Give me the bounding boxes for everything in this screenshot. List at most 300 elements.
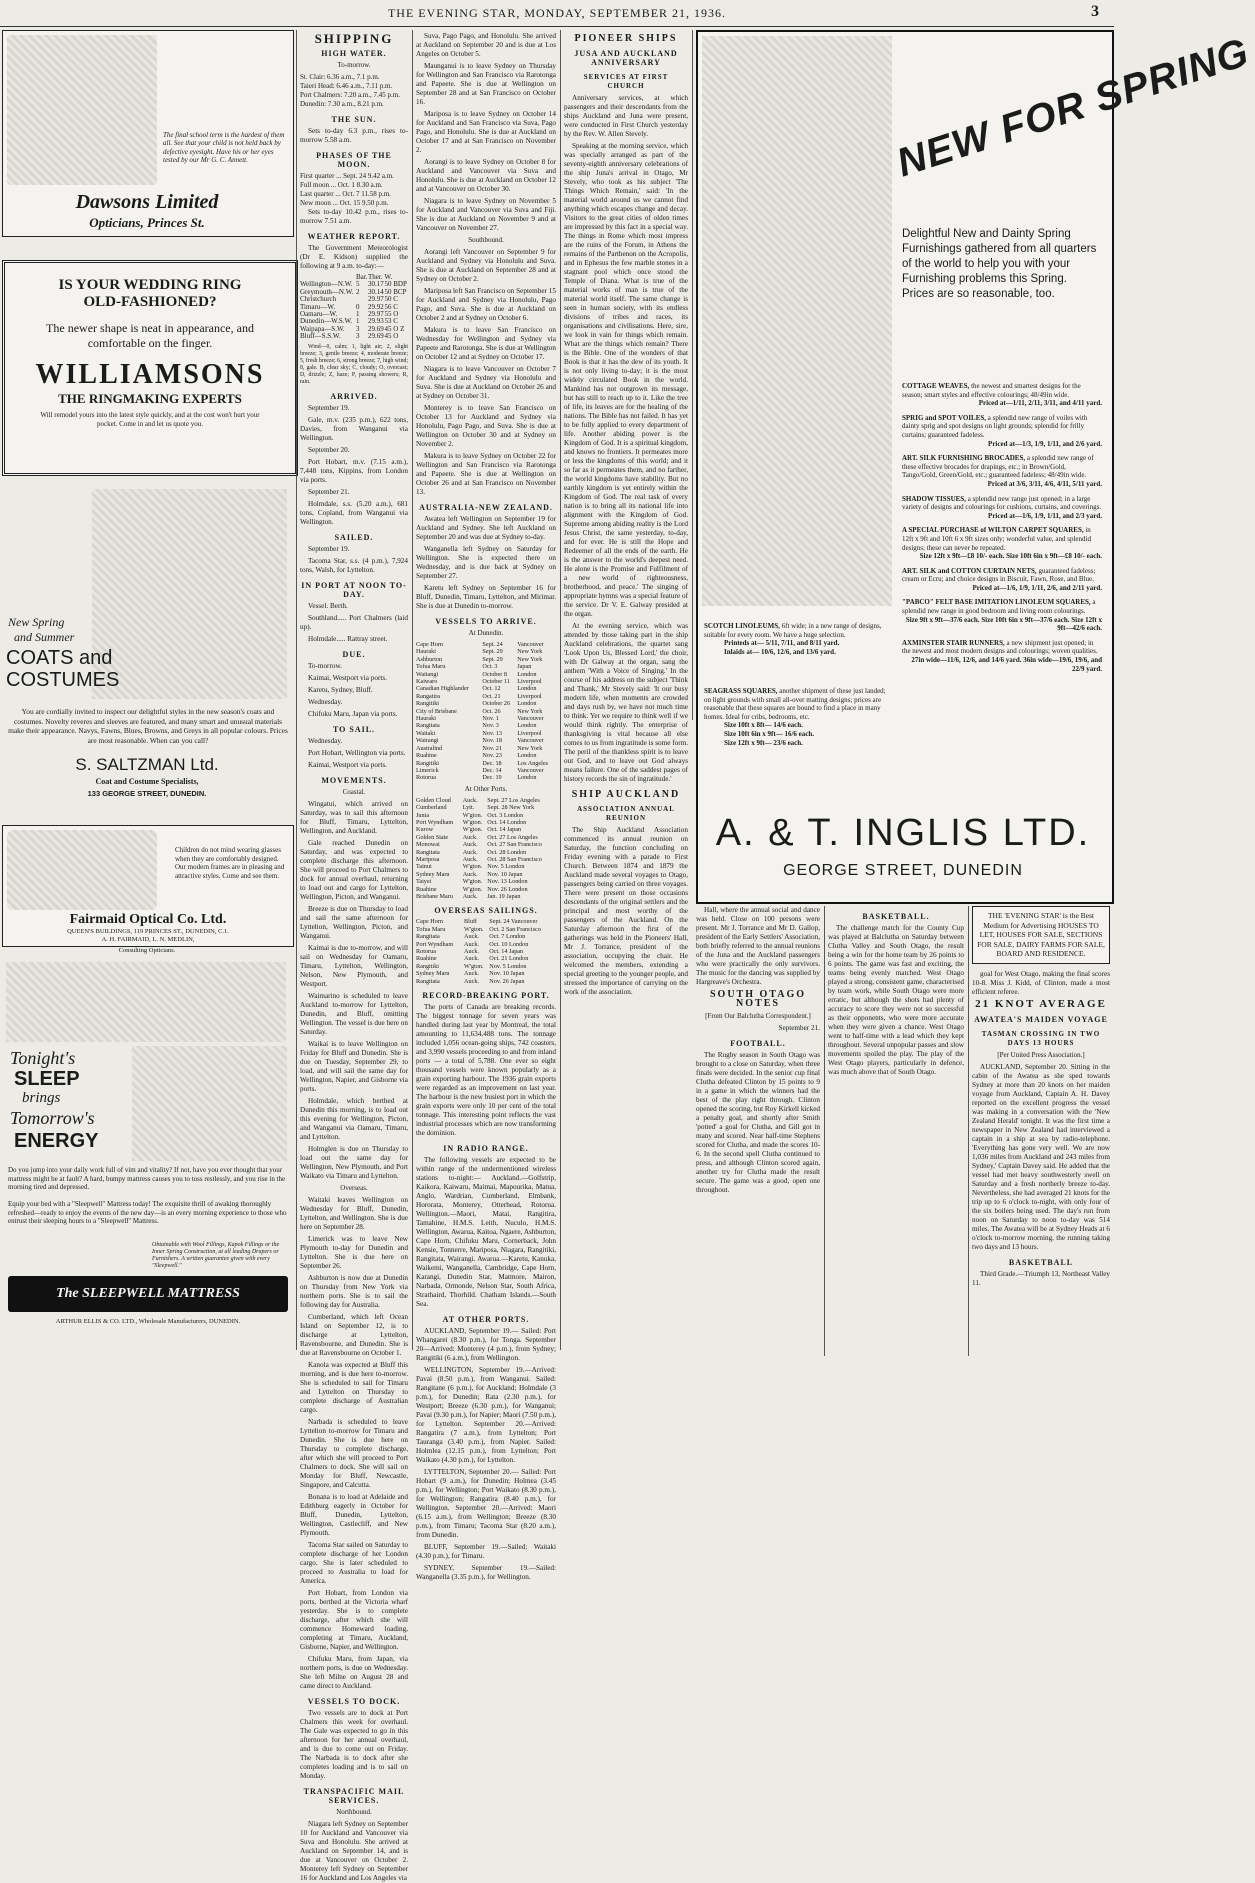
- table-cell: Sept. 29: [482, 648, 503, 656]
- movements-list: [300, 800, 408, 1181]
- furnishing-item-text: a splendid new range of these effective brocades for drapings, etc.; in Brown/Gold, Tango/Gold, Green/Gold, etc.; guaranteed fadeless; 48/49in wide.: [902, 454, 1094, 480]
- arrival-row: [416, 760, 556, 767]
- overseas-sailing-row: [416, 933, 556, 940]
- at-other-ports-heading: AT OTHER PORTS.: [442, 1315, 530, 1325]
- table-cell: W'gton.: [464, 962, 484, 970]
- table-cell: London: [517, 670, 537, 678]
- due-item: Wednesday.: [308, 697, 343, 706]
- table-cell: Waipapa—S.W.: [300, 324, 345, 333]
- port-report-item: LYTTELTON, September 20.— Sailed: Port Hobart (9 a.m.), for Dunedin; Holmea (3.45 p.m.), for Wellington; Port Waikato (8.30 p.m.), for Wellington; Rangatira (8.40 p.m.), for Wellington. September 20.—Arrived: Maori (6.15 a.m.), from Wellington; Breeze (8.30 p.m.), from Timaru; Tacoma Star (8.20 a.m.), from Dunedin.: [416, 1468, 556, 1540]
- lino-head: SCOTCH LINOLEUMS,: [704, 622, 780, 630]
- table-cell: Los Angeles: [517, 759, 548, 767]
- table-cell: 45 O Z: [384, 324, 405, 333]
- table-cell: W'gton.: [462, 811, 483, 819]
- other-ports-label: At Other Ports.: [464, 784, 508, 793]
- other-port-row: [416, 841, 556, 848]
- pioneer-paragraph: At the evening service, which was attended by those taking part in the ship Auckland celebrations, the quartet sang 'Look Upon Us, Blessed Lord,' the choir, with Dr Galway at the organ, sang the anthem 'With a Voice of Singing.' In the course of his address on the subject 'Think and Thank,' Mr Stevely said: 'It our busy modern life, when moments are crowded and days rush by, we have not much time to think. Yet we require to think well if we would think rightly. The enterprise of thanksgiving is vital because all else comes to us from ingratitude is some form. The peril of the thankless spirit is to leave out God, and to leave out God always means failure. One of the saddest pages of history records the sin of ingratitude.': [564, 622, 688, 783]
- table-cell: Sept. 24 Vancouver: [489, 918, 538, 926]
- table-cell: Tainui: [416, 863, 432, 871]
- movements-heading: MOVEMENTS.: [321, 775, 387, 785]
- table-cell: Oct. 3: [482, 663, 498, 671]
- williamsons-ad: [2, 260, 298, 476]
- table-cell: 50 BCP: [384, 287, 407, 296]
- furnishing-item-head: SPRIG and SPOT VOILES,: [902, 413, 988, 422]
- furnishing-item-text: a splendid new range just opened; in a large variety of designs and colourings for cushions, curtains, and coverings.: [902, 494, 1102, 512]
- port-heading: IN PORT AT NOON TO-DAY.: [301, 580, 407, 599]
- transpacific-heading: TRANSPACIFIC MAIL SERVICES.: [303, 1786, 405, 1805]
- table-cell: London: [517, 774, 537, 782]
- sun-text: Sets to-day 6.3 p.m., rises to-morrow 5.58 a.m.: [300, 127, 408, 144]
- table-cell: Auck.: [462, 855, 478, 863]
- table-cell: Sydney Maru: [416, 870, 450, 878]
- other-port-row: [416, 849, 556, 856]
- classifieds-text: THE 'EVENING STAR' is the Best Medium for Advertising HOUSES TO LET, HOUSES FOR SALE, SECTIONS FOR SALE, DAIRY FARMS FOR SALE, BOARD AND RESIDENCE.: [977, 911, 1105, 958]
- sleepwell-l2: SLEEP: [14, 1068, 80, 1090]
- table-cell: Taiyei: [416, 878, 432, 886]
- arrival-row: [416, 730, 556, 737]
- williamsons-brand: WILLIAMSONS: [35, 359, 265, 390]
- other-port-row: [416, 797, 556, 804]
- southbound-item: Aorangi left Vancouver on September 9 for Auckland and Sydney via Honolulu and Suva. She is due at Auckland on September 28 and at Sydney on October 2.: [416, 248, 556, 283]
- northbound-label: Northbound.: [336, 1807, 372, 1816]
- table-cell: Rangitiki: [416, 700, 440, 708]
- overseas-sailing-row: [416, 948, 556, 955]
- furnishing-item-text: a splendid new range in good bedroom and living room colourings.: [902, 598, 1096, 616]
- overseas-item: Kanola was expected at Bluff this morning, and is due here to-morrow. She is scheduled to sail for Timaru and Lyttelton on Thursday to complete discharge of Australian cargo.: [300, 1360, 408, 1414]
- page-number: 3: [1091, 3, 1100, 20]
- arrival-row: [416, 648, 556, 655]
- table-cell: 29.97: [368, 295, 384, 304]
- south-otago-heading: SOUTH OTAGO NOTES: [710, 989, 806, 1009]
- furnishing-item-head: AXMINSTER STAIR RUNNERS,: [902, 638, 1007, 647]
- table-cell: Australind: [416, 744, 443, 752]
- table-cell: Kurow: [416, 826, 434, 834]
- fairmaid-role: Consulting Opticians.: [118, 947, 176, 954]
- basketball-text: The challenge match for the County Cup was played at Balclutha on Saturday between Clutha Valley and South Otago, the result being a win for the home team by 26 points to 6 points. The game was fast and exciting, the teams being evenly matched. West Otago played a strong, consistent game, characterised by team work, while South Otago were more erratic, but although the shots had plenty of accuracy to score they were not so successful as their opponents, who were more accurate when they were given a chance. West Otago went to half-time with a lead which they kept throughout. Several unpopular passes and slow movements spoiled the play. The play of the West Otago players, particularly in defence, was much above that of South Otago.: [828, 924, 964, 1076]
- furnishing-item: [902, 639, 1102, 673]
- table-cell: Sydney Maru: [416, 970, 450, 978]
- overseas-sailing-row: [416, 978, 556, 985]
- arrival-row: [416, 678, 556, 685]
- table-cell: Dunedin—W.S.W.: [300, 317, 353, 326]
- table-cell: Rotorua: [416, 774, 436, 782]
- seagrass-price-3: Size 12ft x 9ft— 23/6 each.: [724, 738, 803, 747]
- port-item: Vessel. Berth.: [308, 601, 348, 610]
- table-cell: Auck.: [464, 955, 479, 963]
- furnishing-item: [902, 495, 1102, 521]
- fairmaid-brand: Fairmaid Optical Co. Ltd.: [69, 912, 227, 927]
- furnishing-item-head: COTTAGE WEAVES,: [902, 382, 972, 390]
- aus-nz-list: [416, 515, 556, 611]
- saltzman-addr: 133 GEORGE STREET, DUNEDIN.: [87, 789, 207, 798]
- dock-text: Two vessels are to dock at Port Chalmers this week for overhaul. The Gale was expected to go in this afternoon for her annual overhaul, and is due to come out on Friday. The Narbada is to dock after she completes loading and is to sail on Monday.: [300, 1708, 408, 1780]
- lino-price-1: Printeds at— 5/11, 7/11, and 8/11 yard.: [724, 639, 840, 648]
- table-cell: Sept. 29: [482, 655, 503, 663]
- transpacific-item: Mariposa is to leave Sydney on October 14 for Auckland and San Francisco via Suva, Pago Pago, and Honolulu. She is due at Auckland on October 17 and at San Francisco on November 2.: [416, 110, 556, 154]
- williamsons-body: The newer shape is neat in appearance, and comfortable on the finger.: [46, 321, 254, 350]
- football-text: The Rugby season in South Otago was brought to a close on Saturday, when three finals were decided. In the senior cup final Clutha defeated Clinton by 15 points to 9 in a game in which the winners had the best of the play right through. Clinton opened the scoring, but Roy Kirkell kicked a penalty goal, and shortly after Smith 'potted' a goal for Clutha, and Gill got in many and scored. Near half-time Stephens scored for Clutha, and made the scores 10-6. In the second spell Clutha continued to press, and although Clinton scored again, another try for Clutha made the result secure. The game was a good, open one throughout.: [696, 1051, 820, 1194]
- overseas-list: [300, 1196, 408, 1691]
- table-cell: Auck.: [462, 833, 478, 841]
- seagrass-head: SEAGRASS SQUARES,: [704, 687, 778, 695]
- radio-heading: IN RADIO RANGE.: [443, 1144, 529, 1154]
- ship-auckland-heading: SHIP AUCKLAND: [571, 789, 681, 800]
- tide-row: Taieri Head: 6.46 a.m., 7.11 p.m.: [300, 82, 393, 90]
- table-cell: City of Brisbane: [416, 707, 457, 715]
- table-cell: Auck.: [462, 841, 478, 849]
- weather-heading: WEATHER REPORT.: [307, 232, 401, 241]
- children-glasses-illustration: [7, 830, 157, 910]
- aus-nz-item: Awatea left Wellington on September 19 for Auckland and Sydney. She left Auckland on September 20 and was due at Sydney to-day.: [416, 515, 556, 541]
- table-cell: Port Wyndham: [416, 940, 454, 948]
- table-cell: Rangitata: [416, 848, 440, 856]
- transpacific-text: Niagara left Sydney on September 10 for Auckland and Vancouver via Suva and Honolulu. She arrived at Auckland on September 14, and is due at Vancouver on October 2. Monterey left Sydney on September 16 for Auckland and Los Angeles via: [300, 1819, 408, 1882]
- furnishing-item-price: Size 9ft x 9ft—37/6 each. Size 10ft 6in x 9ft—37/6 each. Size 12ft x 9ft—42/6 each.: [905, 615, 1102, 633]
- furnishing-item-text: guaranteed fadeless; cream or Ecru; and choice designs in Biscuit, Fawn, Rose, and Blue.: [902, 566, 1096, 584]
- movement-item: Breeze is due on Thursday to load and sail the same afternoon for Lyttelton, Wellington, Picton, and Wanganui.: [300, 904, 408, 940]
- pioneer-subheading: JUSA AND AUCKLAND ANNIVERSARY: [574, 49, 678, 67]
- seagrass-price-1: Size 10ft x 8ft— 14/6 each.: [724, 721, 803, 730]
- arrived-item: Port Hobart, m.v. (7.15 a.m.), 7,448 tons, Kippins, from London via ports.: [300, 457, 408, 484]
- arrival-row: [416, 715, 556, 722]
- moon-row: Full moon ... Oct. 1 8.30 a.m.: [300, 181, 383, 189]
- due-item: Kaimai, Westport via ports.: [308, 673, 387, 682]
- pioneer-subheading-2: SERVICES AT FIRST CHURCH: [583, 73, 669, 90]
- table-cell: Rangitata: [416, 722, 440, 730]
- table-cell: New York: [517, 707, 543, 715]
- due-list: [300, 662, 408, 719]
- overseas-sailing-row: [416, 941, 556, 948]
- arrived-item: September 20.: [308, 445, 350, 454]
- furnishing-item-head: ART. SILK FURNISHING BROCADES,: [902, 454, 1027, 463]
- table-cell: Waitaki: [416, 729, 436, 737]
- table-cell: Vancouver: [517, 641, 544, 648]
- dawsons-brand: Dawsons Limited: [75, 191, 219, 213]
- table-cell: October 8: [482, 670, 507, 678]
- sail-heading: TO SAIL.: [332, 724, 376, 734]
- table-cell: Canadian Highlander: [416, 685, 469, 693]
- williamsons-q2: OLD-FASHIONED?: [83, 294, 217, 310]
- table-cell: Ashburton: [416, 655, 443, 663]
- table-cell: Vancouver: [517, 715, 544, 723]
- table-cell: Greymouth—N.W.: [300, 287, 354, 296]
- seagrass-text: another shipment of these just landed; on light grounds with small all-over matting designs; prices are reasonable that these squares are bound to find a place in many homes. Ideal for cribs, bedrooms, etc.: [704, 687, 886, 721]
- port-report-item: BLUFF, September 19.—Sailed: Waitaki (4.30 p.m.), for Timaru.: [416, 1543, 556, 1561]
- table-cell: Auck.: [464, 970, 479, 978]
- curtained-room-illustration: [702, 36, 892, 606]
- knot-source: [Per United Press Association.]: [997, 1050, 1085, 1059]
- due-item: To-morrow.: [308, 661, 342, 670]
- furnishing-item: [902, 414, 1102, 448]
- overseas-sailing-row: [416, 918, 556, 925]
- dawsons-ad: [2, 30, 294, 237]
- arrival-row: [416, 693, 556, 700]
- furnishing-item-head: ART. SILK and COTTON CURTAIN NETS,: [902, 566, 1039, 575]
- table-cell: Limerick: [416, 766, 439, 774]
- sail-item: Port Hobart, Wellington via ports.: [308, 748, 406, 757]
- sleepwell-brand: The SLEEPWELL MATTRESS: [56, 1286, 240, 1301]
- table-cell: Nov. 26 Japan: [489, 977, 525, 985]
- at-dunedin-label: At Dunedin.: [468, 629, 504, 637]
- transpacific-item: Maunganui is to leave Sydney on Thursday for Wellington and San Francisco via Rarotonga and Papeete. She is due at Wellington on September 28 and at San Francisco on October 16.: [416, 62, 556, 106]
- pioneer-article: [564, 94, 688, 784]
- sixth-column: [972, 906, 1110, 1356]
- arrival-row: [416, 737, 556, 744]
- moon-row: First quarter ... Sept. 24 9.42 a.m.: [300, 172, 394, 180]
- table-cell: Cape Horn: [416, 918, 443, 926]
- sleepwell-l5: ENERGY: [14, 1130, 99, 1152]
- table-cell: 55 O: [384, 310, 399, 319]
- table-cell: Rotorua: [416, 948, 436, 956]
- table-cell: 0: [355, 302, 360, 311]
- table-cell: October 11: [482, 678, 510, 686]
- arrival-row: [416, 663, 556, 670]
- inglis-banner: [848, 0, 1255, 186]
- table-cell: Dec. 14: [482, 766, 502, 774]
- table-cell: Dec. 18: [482, 759, 502, 767]
- table-cell: 3: [355, 332, 360, 341]
- furnishing-item: [902, 567, 1102, 593]
- port-list: [300, 602, 408, 644]
- table-cell: Sept. 28 New York: [487, 804, 535, 812]
- table-cell: Oct. 28 San Francisco: [487, 855, 542, 863]
- sail-list: [300, 737, 408, 770]
- other-port-row: [416, 878, 556, 885]
- shipping-continued-column: [416, 32, 556, 1582]
- football-heading: FOOTBALL.: [730, 1039, 786, 1048]
- inglis-items: [902, 382, 1102, 679]
- table-cell: London: [517, 752, 537, 760]
- overseas-sailing-row: [416, 970, 556, 977]
- movement-item: Kaimai is due to-morrow, and will sail on Wednesday for Oamaru, Timaru, Lyttelton, Wellington, Nelson, New Plymouth, and Westport.: [300, 943, 408, 988]
- arrival-row: [416, 671, 556, 678]
- basketball-2-text: Third Grade.—Triumph 13, Northeast Valley 11.: [972, 1269, 1110, 1287]
- fifth-column: [828, 906, 964, 1356]
- inglis-addr: GEORGE STREET, DUNEDIN: [783, 862, 1023, 879]
- table-cell: Oct. 14 London: [487, 818, 527, 826]
- table-cell: Oct. 28 London: [487, 848, 527, 856]
- table-cell: Liverpool: [517, 729, 542, 737]
- movement-item: Waimarino is scheduled to leave Auckland to-morrow for Lyttelton, Dunedin, and Bluff, omitting Wellington. The vessel is due here on Saturday.: [300, 991, 408, 1036]
- knot-subheading-2: TASMAN CROSSING IN TWO DAYS 13 HOURS: [981, 1029, 1101, 1047]
- dock-heading: VESSELS TO DOCK.: [307, 1696, 401, 1706]
- goal-text: goal for West Otago, making the final scores 10-8. Miss J. Kidd, of Clinton, made a most efficient referee.: [972, 969, 1110, 996]
- arrived-list: [300, 404, 408, 527]
- lino-price-2: Inlaids at— 10/6, 12/6, and 13/6 yard.: [724, 647, 836, 656]
- weather-intro: The Government Meteorologist (Dr E. Kidson) supplied the following at 9 a.m. to-day:—: [300, 244, 408, 270]
- table-cell: 50 BDP: [384, 280, 407, 289]
- table-cell: Oct. 7 London: [489, 933, 526, 941]
- fairmaid-addr: QUEEN'S BUILDINGS, 119 PRINCES ST., DUNEDIN, C.1.: [67, 928, 229, 935]
- other-port-row: [416, 886, 556, 893]
- transpacific-item: Aorangi is to leave Sydney on October 8 for Auckland and Vancouver via Suva and Honolulu. She is due at Auckland on October 12 and at Vancouver on October 30.: [416, 158, 556, 193]
- furnishing-item-price: 27in wide—11/6, 12/6, and 14/6 yard. 36in wide—19/6, 19/6, and 22/9 yard.: [911, 656, 1102, 673]
- table-cell: Oct. 14 Japan: [487, 826, 522, 834]
- fairmaid-names: A. H. FAIRMAID, L. N. MEDLIN,: [101, 936, 195, 943]
- table-cell: Rangitiki: [416, 759, 440, 767]
- williamsons-note: Will remodel yours into the latest style quickly, and at the cost won't hurt your pocket. Come in and let us quote you.: [40, 411, 260, 428]
- furnishing-item-text: a new shipment just opened; in the newest and most modern designs and colourings; woven qualities.: [902, 638, 1098, 656]
- table-cell: Nov. 10 Japan: [489, 970, 525, 978]
- table-cell: W'gton.: [464, 925, 484, 933]
- sleeping-woman-illustration: [6, 962, 286, 1042]
- southbound-list: [416, 248, 556, 497]
- table-cell: Golden Cloud: [416, 796, 451, 804]
- furnishing-item-text: in 12ft x 9ft and 10ft 6 x 9ft sizes only; wonderful value, and splendid designs; these can never be repeated.: [902, 526, 1091, 552]
- table-cell: Oct. 21: [482, 692, 501, 700]
- table-cell: Ruahine: [416, 752, 437, 760]
- radio-text: The following vessels are expected to be within range of the undermentioned wireless stations to-night:— Auckland.—Golfstrip, Kaikora, Kaiwaru, Maimai, Mapourika, Matua, Anglo, Wardrian, Cumberland, Elmbank, Hororata, Monterey, Otterhead, Rotorua. Wellington.—Maori, Matai, Rangitira, Tamahine, H.M.S. Leith, Nuculo, H.M.S. Wellington, Awarua, Kaitoa, Ngaere, Ashburton, Cape Horn, Chifuku Maru, Cornerback, John Kensie, Tonnerre, Mariposa, Niagara, Rangitiki, Rangitata, Wairangi. Awarua.—Karetu, Kanuka, Waikemi, Wanganella, Cambridge, Cape Horn, Karangi, Dunedin Star, Matmore, Mairon, Narbada, Ormonde, Nelson Star, South Africa, Strathaird, Thorhild. Chatham Islands.—South Sea.: [416, 1156, 556, 1309]
- table-cell: Auck.: [464, 977, 479, 985]
- overseas-sailing-row: [416, 963, 556, 970]
- table-cell: Wellington—N.W.: [300, 280, 353, 289]
- table-cell: Hauraki: [416, 715, 436, 723]
- pioneer-paragraph: Anniversary services, at which passengers and their descendants from the ships Auckland and Juna were present, were conducted in First Church yesterday by the Rev. W. Allen Stevely.: [564, 94, 688, 138]
- dawsons-caption: The final school term is the hardest of them all. See that your child is not held back by defective eyesight. Have his or her eyes tested by our Mr G. C. Annett.: [163, 131, 285, 165]
- overseas-item: Tacoma Star sailed on Saturday to complete discharge of her London cargo. She is later scheduled to proceed to Australia to load for America.: [300, 1540, 408, 1585]
- arrived-heading: ARRIVED.: [330, 391, 378, 401]
- saltzman-brand: S. SALTZMAN Ltd.: [75, 755, 219, 774]
- table-cell: Timaru—W.: [300, 302, 336, 311]
- port-report-item: SYDNEY, September 19.—Sailed: Wanganella (3.35 p.m.), for Wellington.: [416, 1564, 556, 1582]
- table-cell: Auck.: [462, 870, 478, 878]
- sleepwell-mattress-banner: [8, 1276, 288, 1312]
- furnishing-item-head: SHADOW TISSUES,: [902, 494, 968, 503]
- southbound-item: Monterey is to leave San Francisco on October 13 for Auckland and Sydney via Honolulu, Pago Pago, and Suva. She is due at Wellington on October 30 and at Sydney on November 2.: [416, 404, 556, 448]
- table-cell: Nov. 10 Japan: [487, 870, 523, 878]
- table-cell: 45 O: [384, 332, 399, 341]
- furnishing-item-price: Priced at—1/6, 1/9, 1/11, 2/6, and 2/11 yard.: [972, 583, 1102, 592]
- table-cell: Nov. 13 London: [487, 878, 528, 886]
- table-cell: 29.69: [368, 332, 384, 341]
- table-cell: Rangitiki: [416, 962, 440, 970]
- movement-item: Gale reached Dunedin on Saturday, and was expected to complete discharge this afternoon. She will proceed to Port Chalmers to dock for annual overhaul, returning to load out and cargo for Lyttelton, Wellington, Picton, and Wanganui.: [300, 838, 408, 901]
- arrived-item: Holmdale, s.s. (5.20 a.m.), 681 tons, Copland, from Wanganui via Wellington.: [300, 499, 408, 526]
- table-cell: Bluff: [464, 918, 477, 926]
- arrived-item: Gale, m.v. (235 p.m.), 622 tons, Davies, from Wanganui via Wellington.: [300, 415, 408, 442]
- pioneer-heading: PIONEER SHIPS: [574, 33, 678, 44]
- table-cell: Oct. 27 Los Angeles: [487, 833, 538, 841]
- port-item: Holmdale..... Rattray street.: [308, 634, 388, 643]
- inglis-banner-text: NEW FOR SPRING: [891, 30, 1255, 186]
- saltzman-sub: Coat and Costume Specialists,: [95, 777, 199, 786]
- movement-item: Wingatui, which arrived on Saturday, was to sail this afternoon for Bluff, Timaru, Lyttelton, Wellington, and Auckland.: [300, 799, 408, 835]
- arrival-row: [416, 752, 556, 759]
- sleepwell-l1: Tonight's: [10, 1048, 76, 1068]
- table-cell: Rangatira: [416, 692, 441, 700]
- table-cell: Nov. 23: [482, 752, 502, 760]
- table-cell: London: [517, 685, 537, 693]
- table-cell: 29.93: [368, 317, 384, 326]
- fourth-column: [696, 906, 820, 1356]
- ship-auckland-subheading: ASSOCIATION ANNUAL REUNION: [577, 805, 675, 822]
- arrival-row: [416, 767, 556, 774]
- arrival-row: [416, 700, 556, 707]
- classifieds-box: [972, 906, 1110, 964]
- overseas-sailings-table: [416, 918, 556, 985]
- table-cell: Nov. 13: [482, 729, 502, 737]
- pioneer-paragraph: Speaking at the morning service, which was specially arranged as part of the seventy-eighth anniversary celebrations of the ship Juna's arrival in Otago, Mr Stevely, who took as his subject 'The Things Which Remain,' said: 'In the material world around us we cannot find anything which escapes change and decay. Visitors to the great cities of olden times are impressed by this fact in a special way. The things in Rome which most impress are the ruins of the Forum, in Athens the remains of the Parthenon on the Acropolis, and in Ephesus the few marble stones in a stagnant pool which once stood the Temple of Diana. What is true of the material works of man is true of the material world itself. The same change is seen in human society, with its endless divisions of tribes and races, its organisations and civilisations. Here, sire, we look in vain for things which remain. What are the things which remain? There is the Bible. One of the wonders of that Book is that it has the dew of its youth. It is not only living to-day; it is the most widely circulated Book in the world. Mankind has not outgrown its message, but has still to reach up to it. Like the tree of life, its leaves are for the healing of the nations. The Bible has not failed. It has yet to be fully applied to every department of life. Another abiding power is the Kingdom of God. It is a spiritual kingdom, and knows no frontiers. It permeates more or less the kingdoms of this world; and it so far as it permeates them, and no farther, the world kingdoms have stability. But no earthly kingdom is yet entirely within the Kingdom of God. The real task of every nation is to bring all its national life into alignment with the Kingdom of God. Supreme among abiding reality is the Lord Jesus Christ, the same yesterday, to-day, and for ever. He is still the Hope and Redeemer of all the ends of the earth. He is the answer to the world's deepest need. He alone is the Promise and Fulfilment of a new world of righteousness, brotherhood, and peace.' The singing of appropriate hymns was a special feature of the service. Dr V. E. Galway presided at the organ.: [564, 142, 688, 618]
- furnishing-item-text: the newest and smartest designs for the season; smart styles and effective colourings; 48/49in wide.: [902, 382, 1081, 399]
- other-port-row: [416, 819, 556, 826]
- south-otago-source: [From Our Balclutha Correspondent.]: [705, 1012, 811, 1020]
- inglis-ad: [696, 30, 1255, 904]
- table-cell: 2: [355, 287, 360, 296]
- furnishing-item: [902, 454, 1102, 488]
- transpacific-item: Niagara is to leave Sydney on November 5 for Auckland and Vancouver via Suva and Fiji. She is due at Auckland on November 9 and at Vancouver on November 27.: [416, 197, 556, 232]
- table-cell: Oct. 21 London: [489, 955, 529, 963]
- table-cell: Tofua Maru: [416, 925, 446, 933]
- port-report-item: AUCKLAND, September 19.— Sailed: Port Whangarei (8.30 p.m.), for Tonga. September 20—Arrived: Monterey (4 p.m.), from Sydney; Rangitiki (6 a.m.), from Wellington.: [416, 1327, 556, 1363]
- coastal-label: Coastal.: [342, 787, 366, 796]
- table-cell: Oamaru—W.: [300, 310, 338, 319]
- table-cell: Sept. 27 Los Angeles: [487, 796, 540, 804]
- furnishing-item: [902, 598, 1102, 632]
- arrival-row: [416, 722, 556, 729]
- table-cell: London: [517, 700, 537, 708]
- shipping-column: [300, 31, 408, 1882]
- table-cell: Sept. 24: [482, 641, 503, 648]
- arrived-item: September 19.: [308, 403, 350, 412]
- table-cell: Oct. 14 Japan: [489, 948, 524, 956]
- table-cell: Oct. 27 San Francisco: [487, 841, 542, 849]
- table-cell: Auck.: [464, 940, 479, 948]
- table-cell: 30.17: [368, 280, 384, 289]
- furnishing-item: [902, 382, 1102, 408]
- sailed-item: September 19.: [308, 544, 350, 553]
- sailed-heading: SAILED.: [334, 532, 374, 542]
- due-item: Karetu, Sydney, Bluff.: [308, 685, 373, 694]
- sleepwell-inset: Obtainable with Wool Fillings, Kapok Fillings or the Inner Spring Construction, at all leading Drapers or Furnishers. A written guarantee given with every "Sleepwell.": [152, 1242, 280, 1269]
- arrived-item: September 21.: [308, 487, 350, 496]
- table-cell: New York: [517, 655, 543, 663]
- tide-row: Dunedin: 7.30 a.m., 8.21 p.m.: [300, 100, 384, 108]
- overseas-item: Port Hobart, from London via ports, berthed at the Victoria wharf yesterday. She is to complete discharge, after which she will commence Homeward loading, completing at Timaru, Auckland, Gisborne, Napier, and Wellington.: [300, 1588, 408, 1651]
- table-cell: Wairangi: [416, 737, 439, 745]
- other-port-row: [416, 834, 556, 841]
- due-heading: DUE.: [342, 649, 366, 659]
- southbound-item: Makura is to leave San Francisco on Wednesday for Wellington and Sydney via Papeete and Rarotonga. She is due at Wellington on October 12 and at Sydney on October 17.: [416, 326, 556, 361]
- table-cell: W'gton.: [462, 878, 483, 886]
- table-cell: Nov. 26 London: [487, 885, 528, 893]
- table-cell: W'gton.: [462, 826, 483, 834]
- table-cell: Hauraki: [416, 648, 436, 656]
- other-port-row: [416, 856, 556, 863]
- table-cell: Bluff—S.S.W.: [300, 332, 341, 341]
- fashion-models-illustration: [92, 489, 287, 699]
- arrival-row: [416, 656, 556, 663]
- sleepwell-body: Do you jump into your daily work full of vim and vitality? If not, have you ever thought that your mattress might be at fault? A hard, bumpy mattress causes you to toss restlessly, and you rise in the morning tired and depressed.: [8, 1166, 286, 1192]
- table-cell: Dec. 19: [482, 774, 502, 782]
- arrival-row: [416, 641, 556, 648]
- weather-table: [300, 274, 408, 341]
- inglis-intro: Delightful New and Dainty Spring Furnishings gathered from all quarters of the world to help you with your Furnishing problems this Spring. Prices are so reasonable, too.: [902, 228, 1097, 300]
- table-cell: Auck.: [462, 848, 478, 856]
- overseas-item: Cumberland, which left Ocean Island on September 12, is to discharge at Lyttelton, Ravensbourne, and Dunedin. She is due at Ravensbourne on October 1.: [300, 1312, 408, 1357]
- saltzman-l1: New Spring: [8, 615, 65, 629]
- southbound-item: Niagara is to leave Vancouver on October 7 for Auckland and Sydney via Honolulu and Suva. She is due at Auckland on October 26 and at Sydney on October 31.: [416, 365, 556, 400]
- shipping-heading: SHIPPING: [314, 31, 394, 46]
- moon-sets: Sets to-day 10.42 p.m., rises to-morrow 7.51 a.m.: [300, 208, 408, 225]
- saltzman-l3: COATS and: [6, 647, 113, 669]
- sleepwell-l3: brings: [22, 1090, 61, 1106]
- tide-row: Port Chalmers: 7.20 a.m., 7.45 p.m.: [300, 91, 400, 99]
- table-cell: Monowai: [416, 841, 440, 849]
- furnishing-item: [902, 526, 1102, 560]
- overseas-item: Ashburton is now due at Dunedin on Thursday from New York via northern ports. She is to sail the following day for Australia.: [300, 1273, 408, 1309]
- moon-row: Last quarter ... Oct. 7 11.58 p.m.: [300, 190, 391, 198]
- other-port-row: [416, 893, 556, 900]
